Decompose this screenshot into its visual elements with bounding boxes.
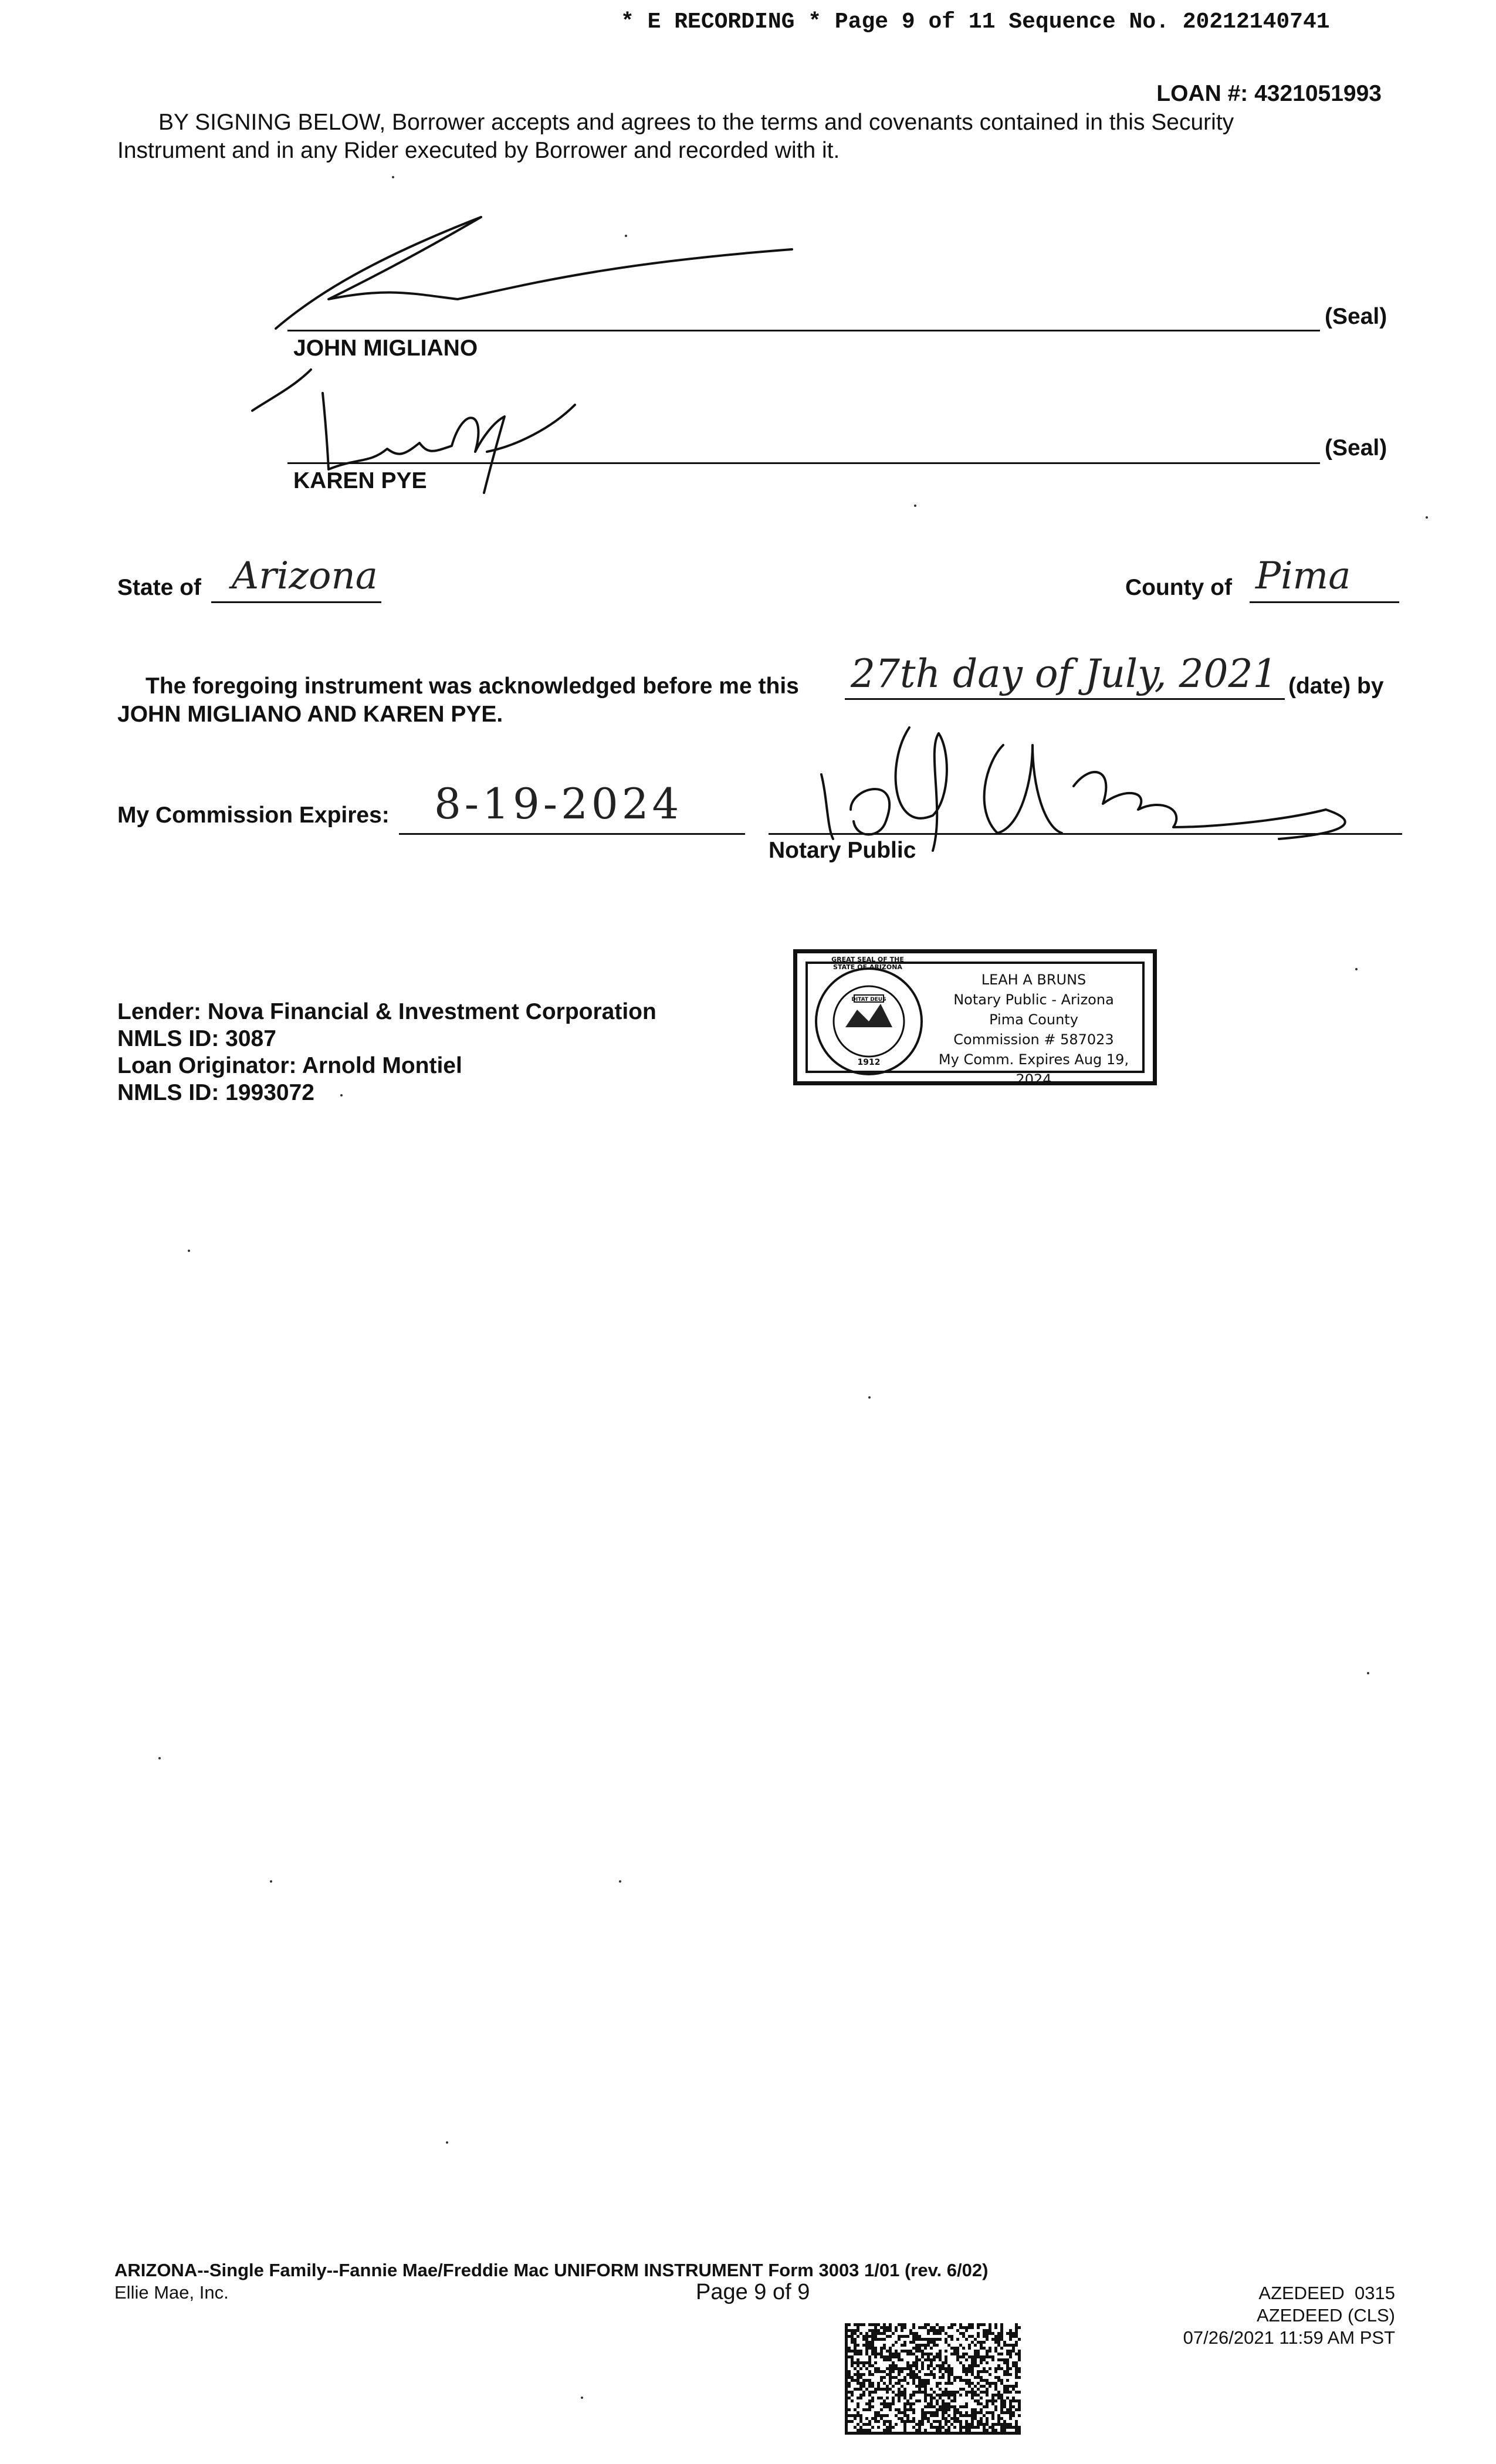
county-line xyxy=(1250,601,1399,603)
scan-speck xyxy=(581,2397,583,2399)
scan-speck xyxy=(158,1757,161,1759)
signature-john-migliano xyxy=(235,211,821,411)
intro-line-1: BY SIGNING BELOW, Borrower accepts and agrees to the terms and covenants contained in this Security xyxy=(158,110,1234,135)
seal-ring-text: GREAT SEAL OF THE STATE OF ARIZONA xyxy=(831,956,904,971)
notary-stamp xyxy=(793,949,1157,1088)
stamp-expiration: My Comm. Expires Aug 19, 2024 xyxy=(938,1051,1129,1088)
footer-vendor: Ellie Mae, Inc. xyxy=(114,2282,229,2303)
ack-parties: JOHN MIGLIANO AND KAREN PYE. xyxy=(117,702,503,727)
scan-speck xyxy=(1355,968,1358,970)
seal-motto: DITAT DEUS xyxy=(851,997,886,1003)
stamp-notary-name: LEAH A BRUNS xyxy=(981,972,1087,988)
stamp-county: Pima County xyxy=(989,1011,1078,1028)
footer-code-2: AZEDEED (CLS) xyxy=(1257,2305,1395,2326)
notary-public-label: Notary Public xyxy=(769,838,916,863)
scan-speck xyxy=(625,235,627,237)
state-value: Arizona xyxy=(232,554,378,598)
loan-originator: Loan Originator: Arnold Montiel xyxy=(117,1053,462,1078)
recording-header: * E RECORDING * Page 9 of 11 Sequence No. 20212140741 xyxy=(621,9,1330,35)
footer-page: Page 9 of 9 xyxy=(696,2280,810,2304)
county-value: Pima xyxy=(1255,554,1351,598)
scan-speck xyxy=(868,1396,871,1399)
notary-stamp-text xyxy=(926,970,1141,1089)
ack-text-2: (date) by xyxy=(1288,673,1384,699)
seal-label-1: (Seal) xyxy=(1325,304,1387,329)
seal-year: 1912 xyxy=(857,1058,881,1067)
intro-line-2: Instrument and in any Rider executed by Borrower and recorded with it. xyxy=(117,138,840,163)
stamp-notary-title: Notary Public - Arizona xyxy=(953,991,1114,1008)
scan-speck xyxy=(270,1880,272,1883)
ack-text-1: The foregoing instrument was acknowledged before me this xyxy=(145,673,799,699)
intro-text xyxy=(117,109,1385,165)
commission-line xyxy=(399,833,745,835)
commission-label: My Commission Expires: xyxy=(117,803,390,828)
stamp-commission: Commission # 587023 xyxy=(953,1031,1114,1048)
seal-label-2: (Seal) xyxy=(1325,435,1387,461)
ack-date-handwritten: 27th day of July, 2021 xyxy=(851,651,1278,696)
originator-nmls: NMLS ID: 1993072 xyxy=(117,1080,314,1105)
notary-line xyxy=(769,833,1402,835)
scan-speck xyxy=(619,1880,621,1883)
scan-speck xyxy=(340,1094,343,1096)
signature-line-2 xyxy=(287,462,1320,464)
footer-code-1: AZEDEED 0315 xyxy=(1258,2283,1395,2303)
footer-timestamp: 07/26/2021 11:59 AM PST xyxy=(1183,2327,1395,2348)
scan-speck xyxy=(446,2141,448,2144)
lender-name: Lender: Nova Financial & Investment Corporation xyxy=(117,999,656,1024)
county-label: County of xyxy=(1125,575,1232,600)
state-label: State of xyxy=(117,575,202,600)
datamatrix-barcode-icon xyxy=(845,2323,1021,2435)
scan-speck xyxy=(1426,516,1428,519)
borrower-name-1: JOHN MIGLIANO xyxy=(293,336,478,361)
scan-speck xyxy=(188,1250,190,1252)
commission-value: 8-19-2024 xyxy=(434,779,683,828)
signature-line-1 xyxy=(287,330,1320,331)
loan-number: LOAN #: 4321051993 xyxy=(1156,81,1382,106)
scan-speck xyxy=(914,505,916,507)
lender-nmls: NMLS ID: 3087 xyxy=(117,1026,276,1051)
borrower-name-2: KAREN PYE xyxy=(293,468,427,493)
lender-info xyxy=(117,999,656,1106)
footer-codes xyxy=(1183,2282,1395,2349)
scan-speck xyxy=(1367,1672,1369,1674)
scan-speck xyxy=(392,176,394,178)
state-line xyxy=(211,601,381,603)
footer-form-title: ARIZONA--Single Family--Fannie Mae/Freddie Mac UNIFORM INSTRUMENT Form 3003 1/01 (rev. 6/02) xyxy=(114,2260,989,2280)
